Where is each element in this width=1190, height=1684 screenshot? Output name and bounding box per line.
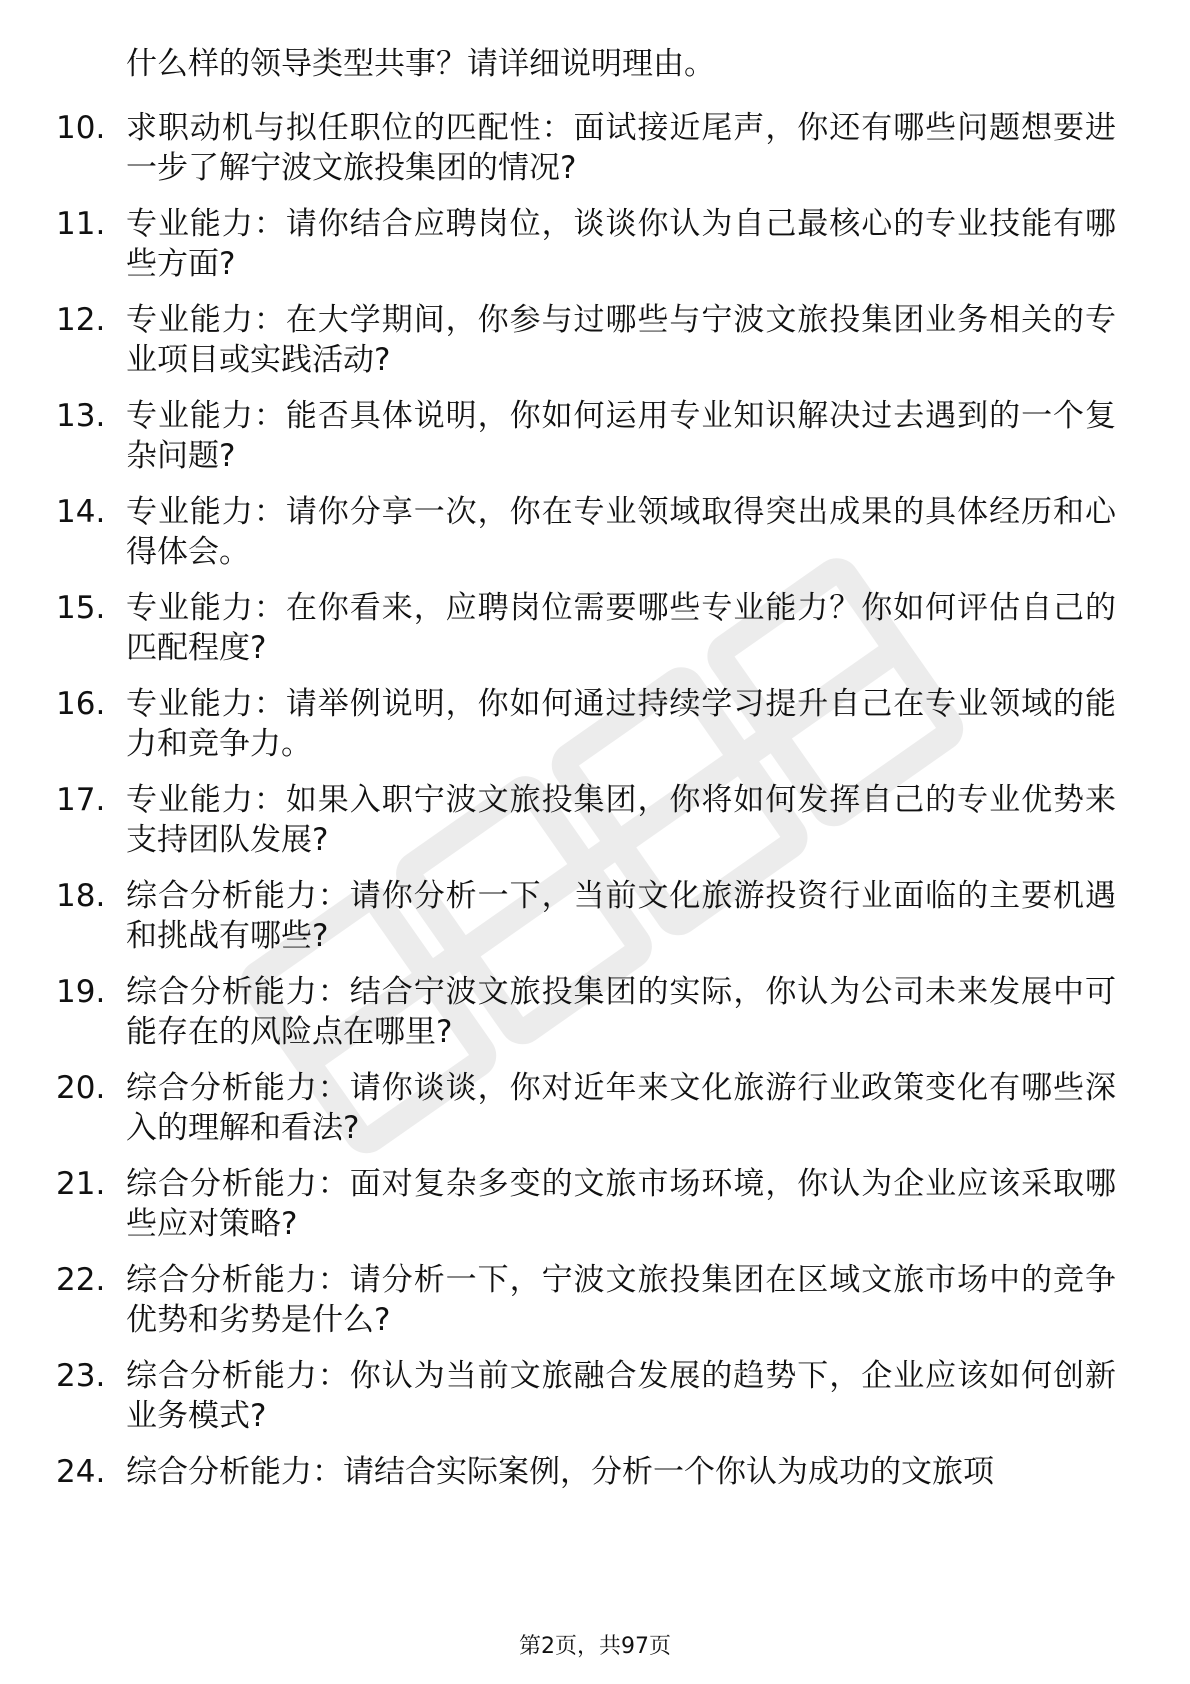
list-item	[0, 780, 1190, 870]
list-item	[0, 108, 1190, 198]
list-item	[0, 204, 1190, 294]
question-text: 专业能力：请你结合应聘岗位，谈谈你认为自己最核心的专业技能有哪些方面?	[126, 206, 1116, 282]
question-text: 专业能力：在你看来，应聘岗位需要哪些专业能力？你如何评估自己的匹配程度?	[126, 590, 1116, 666]
question-number: 15.	[56, 590, 106, 626]
question-number: 21.	[56, 1166, 106, 1202]
page-footer: 第2页，共97页	[519, 1634, 671, 1659]
question-number: 16.	[56, 686, 106, 722]
question-number: 11.	[56, 206, 106, 242]
question-number: 24.	[56, 1454, 106, 1490]
question-text: 专业能力：如果入职宁波文旅投集团，你将如何发挥自己的专业优势来支持团队发展?	[126, 782, 1116, 858]
question-text: 综合分析能力：面对复杂多变的文旅市场环境，你认为企业应该采取哪些应对策略?	[126, 1166, 1116, 1242]
list-item	[0, 1452, 1190, 1496]
question-text: 综合分析能力：请结合实际案例，分析一个你认为成功的文旅项	[126, 1454, 994, 1490]
list-item	[0, 1068, 1190, 1158]
list-item	[0, 1164, 1190, 1254]
question-text: 专业能力：能否具体说明，你如何运用专业知识解决过去遇到的一个复杂问题?	[126, 398, 1116, 474]
question-text: 专业能力：请你分享一次，你在专业领域取得突出成果的具体经历和心得体会。	[126, 494, 1116, 570]
list-item	[0, 1260, 1190, 1350]
list-item	[0, 876, 1190, 966]
question-text: 综合分析能力：你认为当前文旅融合发展的趋势下，企业应该如何创新业务模式?	[126, 1358, 1116, 1434]
list-item	[0, 972, 1190, 1062]
list-item	[0, 492, 1190, 582]
list-item	[0, 300, 1190, 390]
question-text: 综合分析能力：请分析一下，宁波文旅投集团在区域文旅市场中的竞争优势和劣势是什么?	[126, 1262, 1116, 1338]
continued-question-text: 什么样的领导类型共事？请详细说明理由。	[126, 46, 715, 82]
question-text: 专业能力：在大学期间，你参与过哪些与宁波文旅投集团业务相关的专业项目或实践活动?	[126, 302, 1116, 378]
question-number: 23.	[56, 1358, 106, 1394]
question-text: 求职动机与拟任职位的匹配性：面试接近尾声，你还有哪些问题想要进一步了解宁波文旅投集团的情况?	[126, 110, 1116, 186]
question-number: 18.	[56, 878, 106, 914]
question-number: 17.	[56, 782, 106, 818]
question-number: 22.	[56, 1262, 106, 1298]
list-item	[0, 396, 1190, 486]
list-item	[0, 588, 1190, 678]
question-text: 综合分析能力：结合宁波文旅投集团的实际，你认为公司未来发展中可能存在的风险点在哪里?	[126, 974, 1116, 1050]
question-number: 10.	[56, 110, 106, 146]
question-number: 12.	[56, 302, 106, 338]
question-number: 19.	[56, 974, 106, 1010]
question-number: 14.	[56, 494, 106, 530]
question-number: 13.	[56, 398, 106, 434]
list-item	[0, 1356, 1190, 1446]
question-text: 专业能力：请举例说明，你如何通过持续学习提升自己在专业领域的能力和竞争力。	[126, 686, 1116, 762]
question-number: 20.	[56, 1070, 106, 1106]
question-text: 综合分析能力：请你分析一下，当前文化旅游投资行业面临的主要机遇和挑战有哪些?	[126, 878, 1116, 954]
list-item	[0, 684, 1190, 774]
question-text: 综合分析能力：请你谈谈，你对近年来文化旅游行业政策变化有哪些深入的理解和看法?	[126, 1070, 1116, 1146]
